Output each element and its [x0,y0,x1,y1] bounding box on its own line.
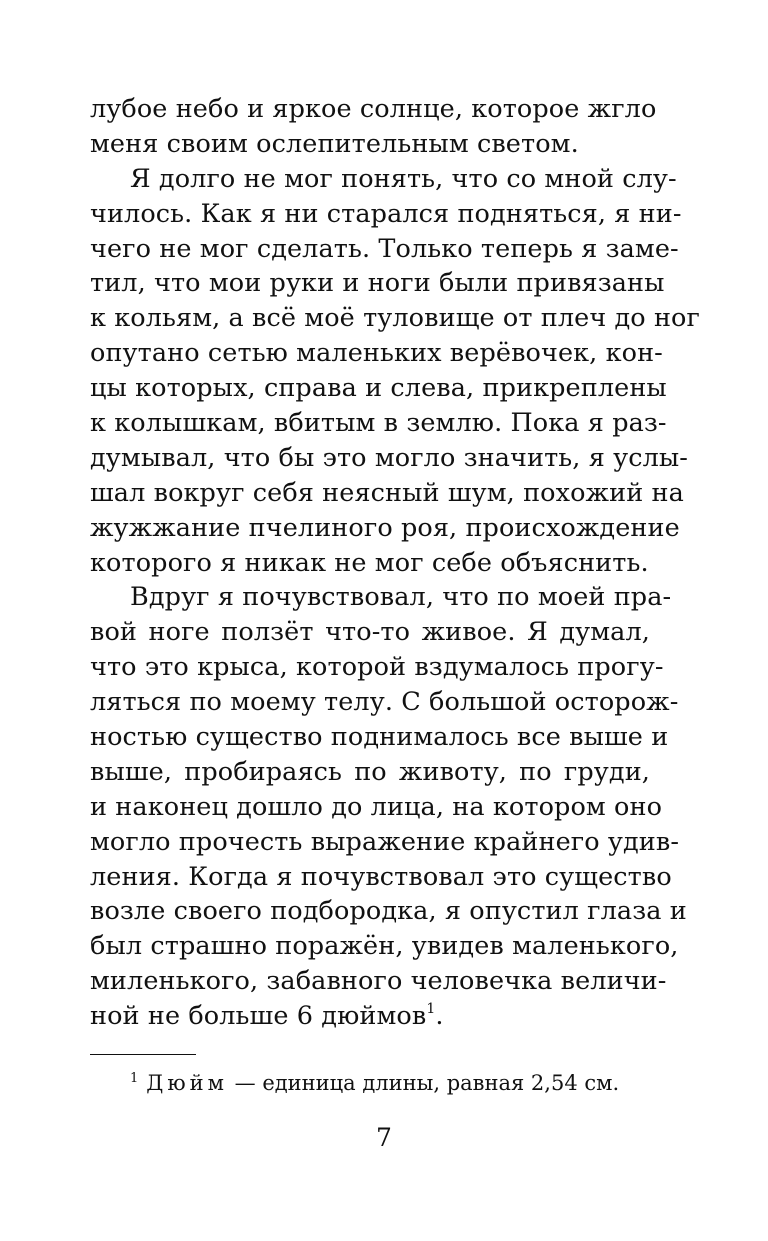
text-line: был страшно поражён, увидев маленького, [90,931,679,962]
text-line: чего не мог сделать. Только теперь я заме- [90,233,679,264]
text-line: цы которых, справа и слева, прикреплены [90,373,667,404]
text-line: миленького, забавного человечка величи- [90,966,667,997]
text-line: меня своим ослепительным светом. [90,128,579,159]
footnote [130,1068,619,1102]
text-line: ляться по моему телу. С большой осторож- [90,687,679,718]
text-line: к колышкам, вбитым в землю. Пока я раз- [90,408,667,439]
footnote-divider [90,1054,196,1055]
text-line: жужжание пчелиного роя, происхождение [90,512,680,543]
footnote-mark: 1 [130,1071,139,1086]
text-line: Я долго не мог понять, что со мной слу- [130,163,677,194]
text-line: думывал, что бы это могло значить, я услы- [90,442,688,473]
text-line-final [90,999,650,1034]
text-line: ностью существо поднималось все выше и [90,722,669,753]
text-line: и наконец дошло до лица, на котором оно [90,791,663,822]
text-line: лубое небо и яркое солнце, которое жгло [90,94,657,124]
footnote-term: Дюйм [146,1071,228,1095]
final-period: . [435,1001,444,1032]
text-line: ления. Когда я почувствовал это существо [90,861,672,892]
text-line: Вдруг я почувствовал, что по моей пра- [130,582,672,613]
footnote-text: — единица длины, равная 2,54 см. [227,1071,620,1095]
text-line: что это крыса, которой вздумалось прогу- [90,652,664,683]
text-line: возле своего подбородка, я опустил глаза и [90,896,687,927]
final-line-text: ной не больше 6 дюймов [90,1001,427,1032]
text-line: могло прочесть выражение крайнего удив- [90,826,680,857]
text-line: опутано сетью маленьких верёвочек, кон- [90,338,663,369]
footnote-reference[interactable]: 1 [426,1000,436,1017]
text-line: чилось. Как я ни старался подняться, я ни- [90,198,682,229]
page-number: 7 [376,1123,392,1152]
text-line: шал вокруг себя неясный шум, похожий на [90,477,684,508]
body-text [90,92,700,1034]
text-line: тил, что мои руки и ноги были привязаны [90,268,665,299]
text-line: вой ноге ползёт что-то живое. Я думал, [90,617,650,648]
text-line: выше, пробираясь по животу, по груди, [90,756,650,787]
text-line: к кольям, а всё моё туловище от плеч до ног [90,303,700,334]
text-line: которого я никак не мог себе объяснить. [90,547,649,578]
